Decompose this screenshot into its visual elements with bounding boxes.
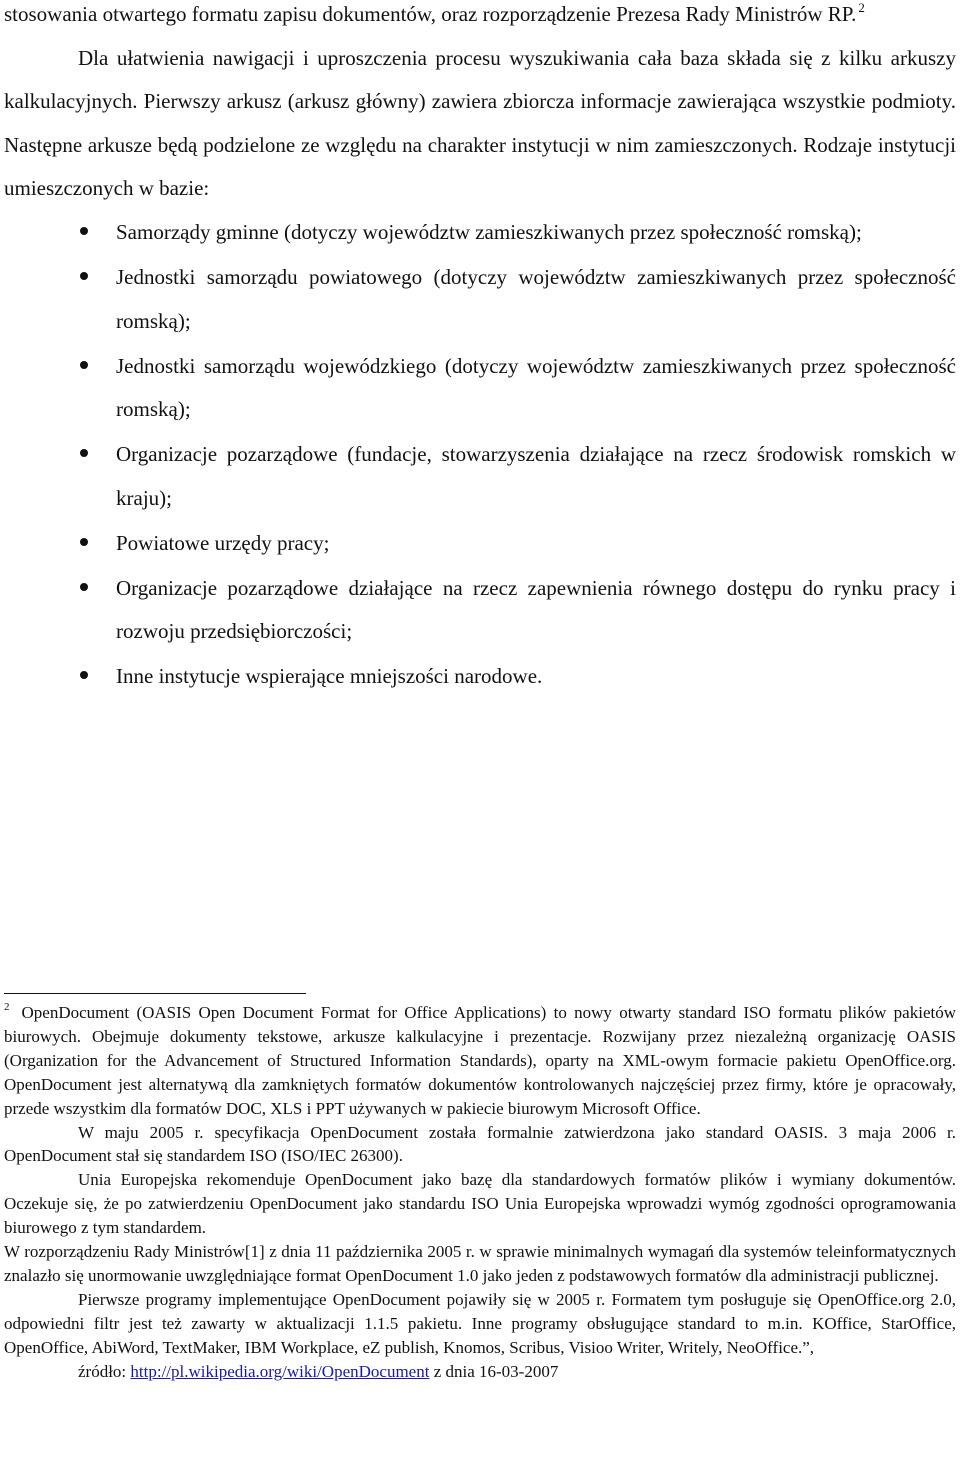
list-item bbox=[4, 567, 956, 654]
list-item-text: Jednostki samorządu wojewódzkiego (dotyczy województw zamieszkiwanych przez społeczność romską); bbox=[116, 353, 956, 422]
footnote-number: 2 bbox=[4, 1001, 10, 1013]
list-item-text: Inne instytucje wspierające mniejszości narodowe. bbox=[116, 664, 543, 689]
source-link[interactable]: http://pl.wikipedia.org/wiki/OpenDocument bbox=[130, 1361, 430, 1381]
footnote-paragraph bbox=[4, 1001, 956, 1121]
footnote-source bbox=[4, 1360, 956, 1384]
footnote-paragraph: Pierwsze programy implementujące OpenDocument pojawiły się w 2005 r. Formatem tym posługuje się OpenOffice.org 2.0, odpowiedni filtr jest też zawarty w aktualizacji 1.1.5 pakietu. Inne programy obsługujące standard to m.in. KOffice, StarOffice, OpenOffice, AbiWord, TextMaker, IBM Workplace, eZ publish, Knomos, Scribus, Visioo Writer, Writely, NeoOffice.”, bbox=[4, 1289, 956, 1357]
bullet-icon bbox=[80, 583, 88, 591]
footnote-reference[interactable]: 2 bbox=[858, 0, 865, 15]
bullet-icon bbox=[80, 671, 88, 679]
list-item-text: Organizacje pozarządowe (fundacje, stowarzyszenia działające na rzecz środowisk romskich w kraju); bbox=[116, 442, 956, 510]
bullet-icon bbox=[80, 272, 88, 280]
list-item bbox=[4, 522, 956, 566]
footnote-area bbox=[4, 993, 956, 1384]
footnote-separator bbox=[4, 993, 306, 994]
paragraph-intro bbox=[4, 0, 956, 37]
bullet-icon bbox=[80, 538, 88, 546]
paragraph-intro-text: stosowania otwartego formatu zapisu dokumentów, oraz rozporządzenie Prezesa Rady Ministrów RP. bbox=[4, 2, 857, 26]
bullet-icon bbox=[80, 449, 88, 457]
document-page bbox=[4, 0, 956, 700]
list-item bbox=[4, 345, 956, 432]
list-item bbox=[4, 433, 956, 520]
bullet-icon bbox=[80, 361, 88, 369]
source-prefix: źródło: bbox=[78, 1361, 131, 1381]
list-item bbox=[4, 211, 956, 255]
institution-types-list bbox=[4, 211, 956, 699]
footnote-paragraph: Unia Europejska rekomenduje OpenDocument jako bazę dla standardowych formatów plików i wymiany dokumentów. Oczekuje się, że po zatwierdzeniu OpenDocument jako standardu ISO Unia Europejska wprowadzi wymóg zgodności oprogramowania biurowego z tym standardem. bbox=[4, 1170, 956, 1238]
bullet-icon bbox=[80, 227, 88, 235]
footnote-paragraph: W rozporządzeniu Rady Ministrów[1] z dnia 11 października 2005 r. w sprawie minimalnych wymagań dla systemów teleinformatycznych znalazło się unormowanie uwzględniające format OpenDocument 1.0 jako jeden z podstawowych formatów dla administracji publicznej. bbox=[4, 1242, 956, 1285]
paragraph-navigation: Dla ułatwienia nawigacji i uproszczenia procesu wyszukiwania cała baza składa się z kilku arkuszy kalkulacyjnych. Pierwszy arkusz (arkusz główny) zawiera zbiorcza informacje zawierająca wszystkie podmioty. Następne arkusze będą podzielone ze względu na charakter instytucji w nim zamieszczonych. Rodzaje instytucji umieszczonych w bazie: bbox=[4, 45, 956, 201]
list-item-text: Organizacje pozarządowe działające na rzecz zapewnienia równego dostępu do rynku pracy i rozwoju przedsiębiorczości; bbox=[116, 575, 956, 644]
list-item bbox=[4, 655, 956, 699]
list-item-text: Powiatowe urzędy pracy; bbox=[116, 530, 330, 555]
footnote-paragraph: W maju 2005 r. specyfikacja OpenDocument została formalnie zatwierdzona jako standard OASIS. 3 maja 2006 r. OpenDocument stał się standardem ISO (ISO/IEC 26300). bbox=[4, 1122, 956, 1166]
list-item-text: Samorządy gminne (dotyczy województw zamieszkiwanych przez społeczność romską); bbox=[116, 219, 862, 244]
list-item-text: Jednostki samorządu powiatowego (dotyczy województw zamieszkiwanych przez społeczność romską); bbox=[116, 264, 956, 333]
source-date: z dnia 16-03-2007 bbox=[429, 1361, 559, 1381]
footnote-paragraph-text: OpenDocument (OASIS Open Document Format for Office Applications) to nowy otwarty standard ISO formatu plików pakietów biurowych. Obejmuje dokumenty tekstowe, arkusze kalkulacyjne i prezentacje. Rozwijany przez niezależną organizację OASIS (Organization for the Advancement of Structured Information Standards), oparty na XML-owym formacie pakietu OpenOffice.org. OpenDocument jest alternatywą dla zamkniętych formatów dokumentów kontrolowanych najczęściej przez firmy, które je opracowały, przede wszystkim dla formatów DOC, XLS i PPT używanych w pakiecie biurowym Microsoft Office. bbox=[4, 1003, 956, 1118]
list-item bbox=[4, 256, 956, 343]
